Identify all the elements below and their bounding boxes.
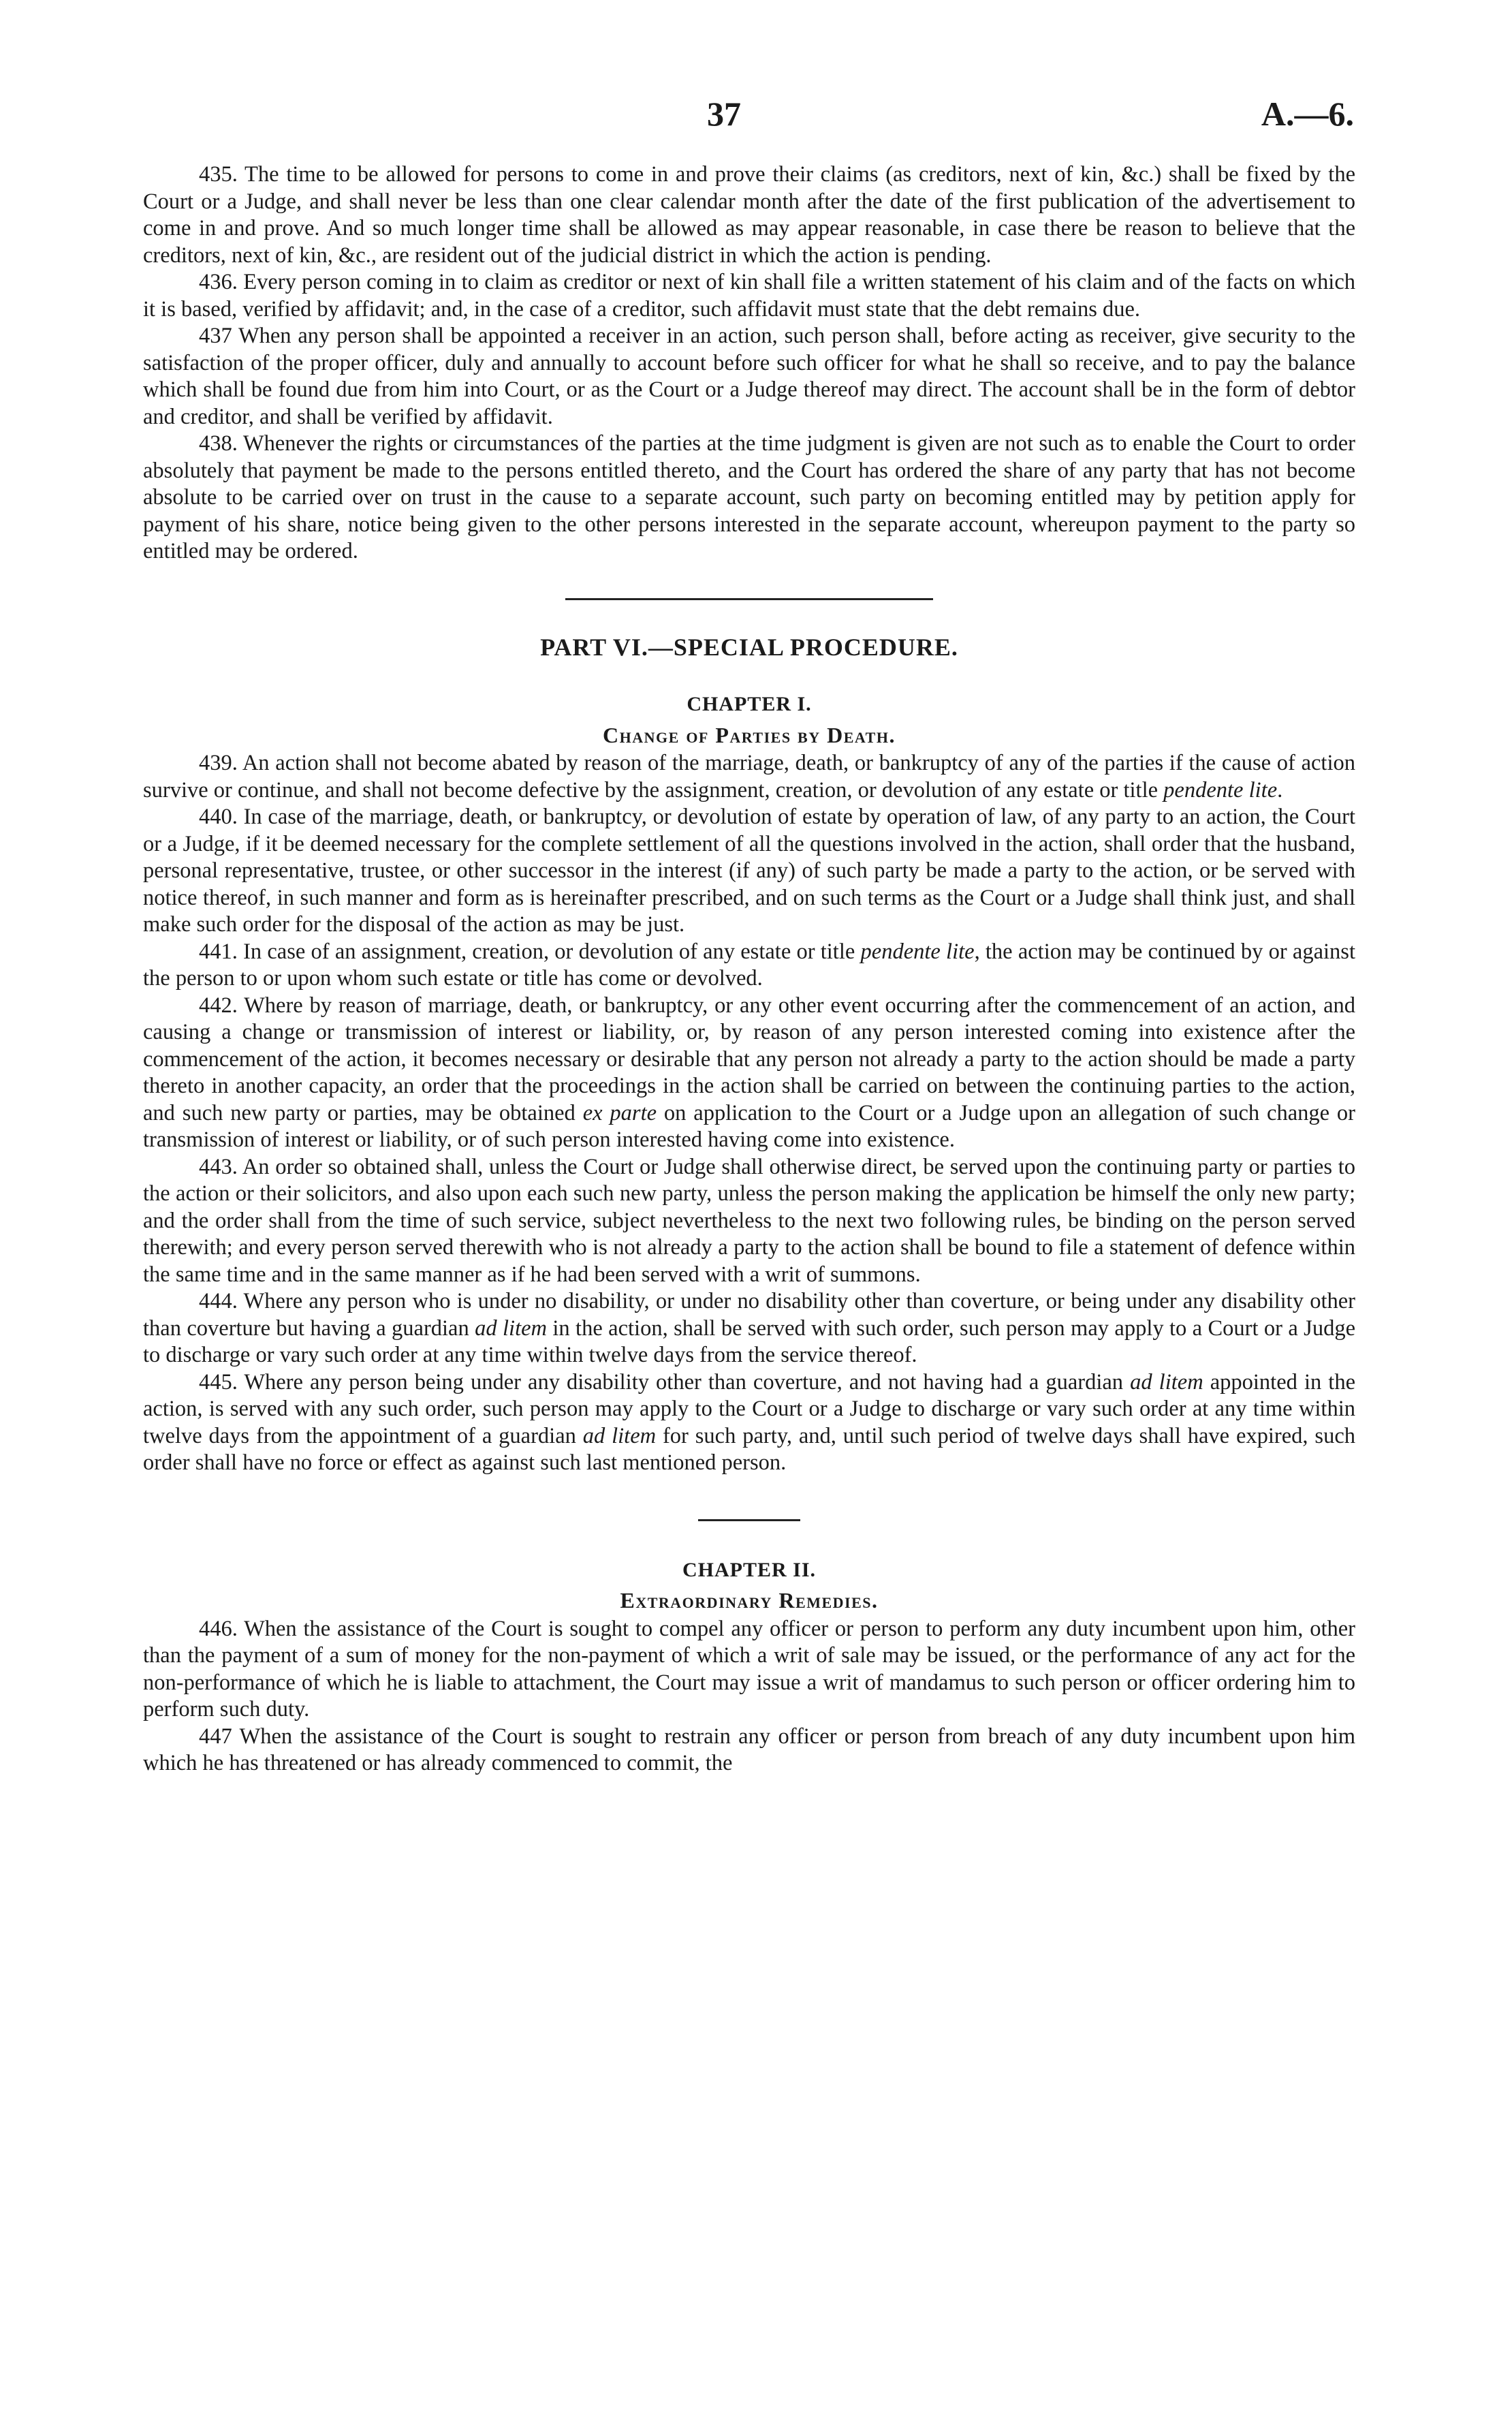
paragraph-444: 444. Where any person who is under no disability, or under no disability other than coverture, or being under any disability other than coverture but having a guardian ad litem in the action, shall be served with such order, such person may apply to a Court or a Judge to discharge or vary such order at any time within twelve days from the service thereof.: [143, 1289, 1355, 1367]
section-divider: [565, 598, 933, 600]
part-title: PART VI.—SPECIAL PROCEDURE.: [540, 633, 958, 661]
paragraph-438: 438. Whenever the rights or circumstances of the parties at the time judgment is given are not such as to enable the Court to order absolutely that payment be made to the persons entitled thereto, and the Court has ordered the share of any party that has not become absolute to be carried over on trust in the cause to a separate account, such party on becoming entitled may by petition apply for payment of his share, notice being given to the other persons interested in the separate account, whereupon payment to the party so entitled may be ordered.: [143, 431, 1355, 563]
paragraph-442: 442. Where by reason of marriage, death, or bankruptcy, or any other event occurring after the commencement of an action, and causing a change or transmission of interest or liability, or, by reason of any person interested coming into existence after the commencement of the action, it becomes necessary or desirable that any person not already a party to the action should be made a party thereto in another capacity, an order that the proceedings in the action shall be carried on between the continuing parties to the action, and such new party or parties, may be obtained ex parte on application to the Court or a Judge upon an allegation of such change or transmission of interest or liability, or of such person interested having come into existence.: [143, 993, 1356, 1152]
body-text: [143, 161, 1355, 1777]
paragraph-440: 440. In case of the marriage, death, or bankruptcy, or devolution of estate by operation of law, of any party to an action, the Court or a Judge, if it be deemed necessary for the complete settlement of all the questions involved in the action, shall order that the husband, personal representative, trustee, or other successor in the interest (if any) of such party be made a party to the action, or be served with notice thereof, in such manner and form as is hereinafter prescribed, and on such terms as the Court or a Judge shall think just, and shall make such order for the disposal of the action as may be just.: [143, 805, 1355, 937]
paragraph-441: 441. In case of an assignment, creation, or devolution of any estate or title pendente lite, the action may be continued by or against the person to or upon whom such estate or title has come or devolved.: [143, 939, 1355, 991]
paragraph-437: 437 When any person shall be appointed a receiver in an action, such person shall, before acting as receiver, give security to the satisfaction of the proper officer, duly and annually to account before such officer for what he shall so receive, and to pay the balance which shall be found due from him into Court, or as the Court or a Judge thereof may direct. The account shall be in the form of debtor and creditor, and shall be verified by affidavit.: [143, 324, 1355, 429]
chapter-2-label: CHAPTER II.: [682, 1558, 817, 1581]
paragraph-439: 439. An action shall not become abated by reason of the marriage, death, or bankruptcy of any of the parties if the cause of action survive or continue, and shall not become defective by the assignment, creation, or devolution of any estate or title pendente lite.: [143, 751, 1355, 803]
paragraph-446: 446. When the assistance of the Court is sought to compel any officer or person to perform any duty incumbent upon him, other than the payment of a sum of money for the non-payment of which a writ of sale may be issued, or the performance of any act for the non-performance of which he is liable to attachment, the Court may issue a writ of mandamus to such person or officer ordering him to perform such duty.: [143, 1616, 1355, 1722]
document-reference: A.—6.: [1261, 95, 1354, 133]
paragraph-436: 436. Every person coming in to claim as creditor or next of kin shall file a written statement of his claim and of the facts on which it is based, verified by affidavit; and, in the case of a creditor, such affidavit must state that the debt remains due.: [143, 270, 1355, 322]
paragraph-445: 445. Where any person being under any disability other than coverture, and not having had a guardian ad litem appointed in the action, is served with any such order, such person may apply to the Court or a Judge to discharge or vary such order at any time within twelve days from the appointment of a guardian ad litem for such party, and, until such period of twelve days shall have expired, such order shall have no force or effect as against such last mentioned person.: [143, 1369, 1355, 1475]
chapter-1-heading: Change of Parties by Death.: [603, 722, 896, 747]
page-number: 37: [707, 95, 741, 133]
paragraph-443: 443. An order so obtained shall, unless the Court or Judge shall otherwise direct, be served upon the continuing party or parties to the action or their solicitors, and also upon each such new party, unless the person making the application be himself the only new party; and the order shall from the time of such service, subject nevertheless to the next two following rules, be binding on the person served therewith; and every person served therewith who is not already a party to the action shall be bound to file a statement of defence within the same time and in the same manner as if he had been served with a writ of summons.: [143, 1154, 1355, 1287]
chapter-divider: [698, 1519, 800, 1521]
page-header: [0, 94, 1512, 135]
paragraph-447: 447 When the assistance of the Court is sought to restrain any officer or person from breach of any duty incumbent upon him which he has threatened or has already commenced to commit, the: [143, 1724, 1355, 1775]
chapter-1-label: CHAPTER I.: [687, 693, 812, 715]
paragraph-435: 435. The time to be allowed for persons to come in and prove their claims (as creditors, next of kin, &c.) shall be fixed by the Court or a Judge, and shall never be less than one clear calendar month after the date of the first publication of the advertisement to come in and prove. And so much longer time shall be allowed as may appear reasonable, in case there be reason to believe that the creditors, next of kin, &c., are resident out of the judicial district in which the action is pending.: [143, 162, 1355, 268]
chapter-2-heading: Extraordinary Remedies.: [620, 1588, 879, 1613]
